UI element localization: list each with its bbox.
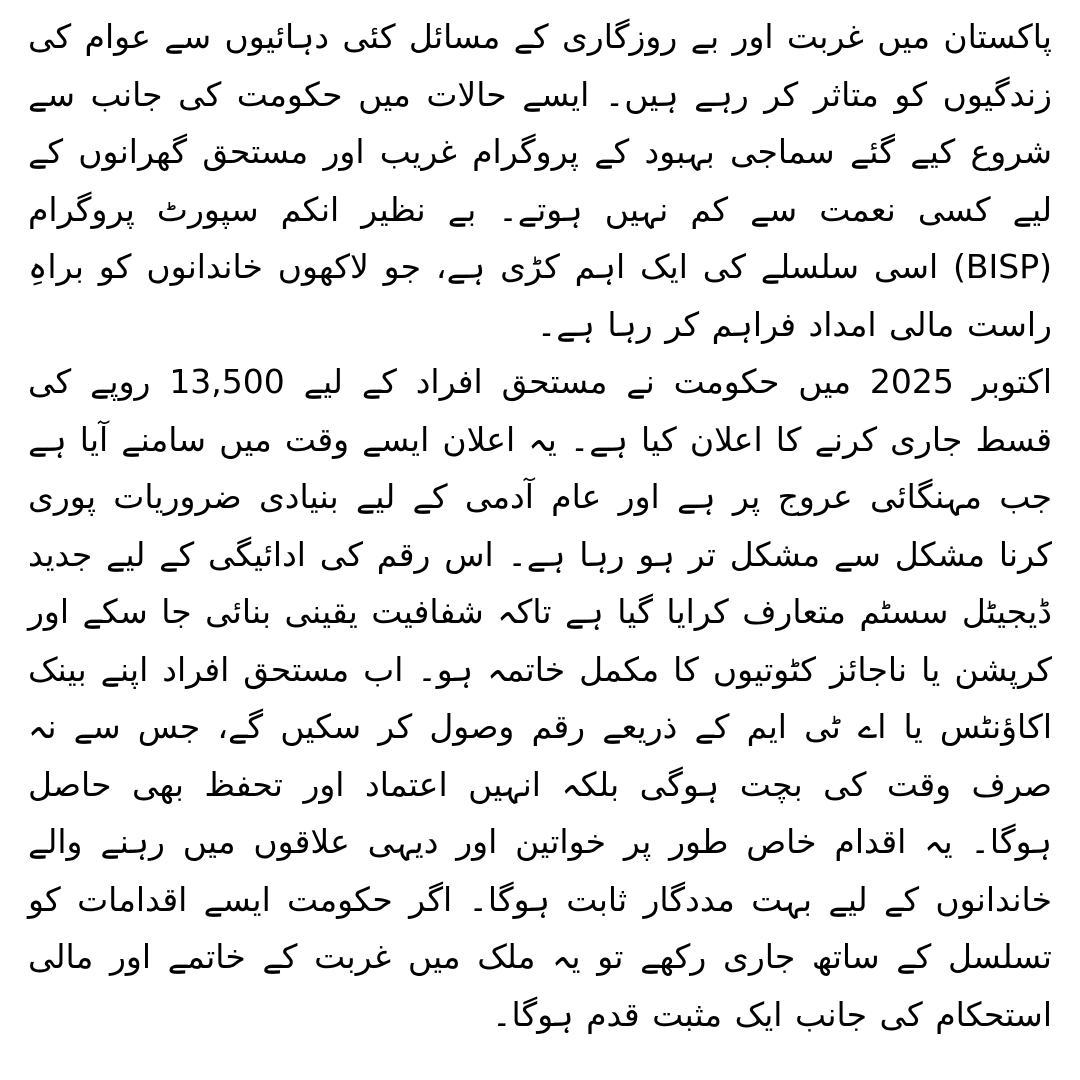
- paragraph-bisp-intro: پاکستان میں غربت اور بے روزگاری کے مسائل کئی دہائیوں سے عوام کی زندگیوں کو متاثر کر رہے ہیں۔ ایسے حالات میں حکومت کی جانب سے شروع کیے گئے سماجی بہبود کے پروگرام غریب اور مستحق گھرانوں کے لیے کسی نعمت سے کم نہیں ہوتے۔ بے نظیر انکم سپورٹ پروگرام (BISP) اسی سلسلے کی ایک اہم کڑی ہے، جو لاکھوں خاندانوں کو براہِ راست مالی امداد فراہم کر رہا ہے۔: [28, 17, 1052, 344]
- paragraph-october-installment: اکتوبر 2025 میں حکومت نے مستحق افراد کے لیے 13,500 روپے کی قسط جاری کرنے کا اعلان کیا ہے۔ یہ اعلان ایسے وقت میں سامنے آیا ہے جب مہنگائی عروج پر ہے اور عام آدمی کے لیے بنیادی ضروریات پوری کرنا مشکل سے مشکل تر ہو رہا ہے۔ اس رقم کی ادائیگی کے لیے جدید ڈیجیٹل سسٹم متعارف کرایا گیا ہے تاکہ شفافیت یقینی بنائی جا سکے اور کرپشن یا ناجائز کٹوتیوں کا مکمل خاتمہ ہو۔ اب مستحق افراد اپنے بینک اکاؤنٹس یا اے ٹی ایم کے ذریعے رقم وصول کر سکیں گے، جس سے نہ صرف وقت کی بچت ہوگی بلکہ انہیں اعتماد اور تحفظ بھی حاصل ہوگا۔ یہ اقدام خاص طور پر خواتین اور دیہی علاقوں میں رہنے والے خاندانوں کے لیے بہت مددگار ثابت ہوگا۔ اگر حکومت ایسے اقدامات کو تسلسل کے ساتھ جاری رکھے تو یہ ملک میں غربت کے خاتمے اور مالی استحکام کی جانب ایک مثبت قدم ہوگا۔: [28, 362, 1052, 1034]
